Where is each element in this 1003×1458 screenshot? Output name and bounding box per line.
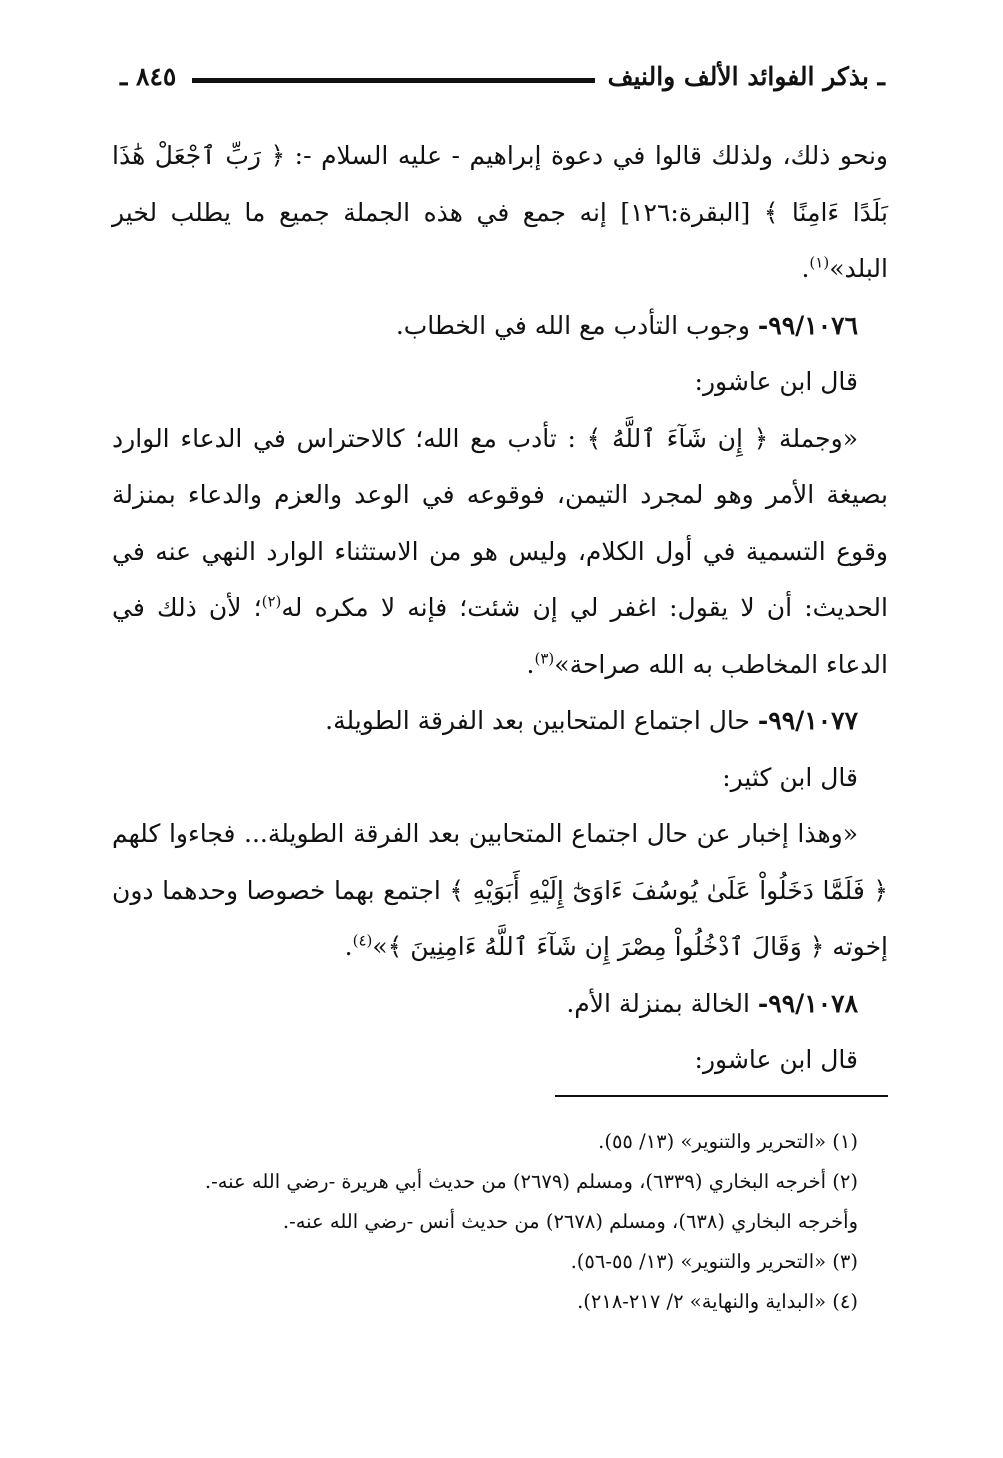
header-title: ـ بذكر الفوائد الألف والنيف (607, 62, 885, 91)
section-number: ٩٩/١٠٧٨- (757, 988, 858, 1018)
section-title: وجوب التأدب مع الله في الخطاب. (395, 310, 758, 340)
source-attribution: قال ابن عاشور: (694, 367, 858, 396)
quote-text: «وجملة ﴿ إِن شَآءَ ٱللَّهُ ﴾ : تأدب مع الله؛ كالاحتراس في الدعاء الوارد بصيغة الأمر وهو لمجرد التيمن، فوقوعه في الوعد والعزم والدعاء بمنزلة وقوع التسمية في أول الكلام، وليس هو من الاستثناء الوارد النهي عنه في الحديث: أن لا يقول: اغفر لي إن شئت؛ فإنه لا مكره له (112, 423, 888, 622)
footnote-ref: (١) (809, 253, 830, 272)
footnote-2: (٢) أخرجه البخاري (٦٣٣٩)، ومسلم (٢٦٧٩) من حديث أبي هريرة -رضي الله عنه-. (204, 1170, 858, 1193)
text-line: ونحو ذلك، ولذلك قالوا في دعوة إبراهيم - عليه السلام -: ﴿ رَبِّ ٱجْعَلْ هَٰذَا (112, 141, 888, 170)
footnote-3: (٣) «التحرير والتنوير» (١٣/ ٥٥-٥٦). (570, 1250, 858, 1273)
footnote-2-continued: وأخرجه البخاري (٦٣٨)، ومسلم (٢٦٧٨) من حديث أنس -رضي الله عنه-. (282, 1210, 858, 1233)
section-title: حال اجتماع المتحابين بعد الفرقة الطويلة. (325, 706, 758, 735)
quote-paragraph: «وهذا إخبار عن حال اجتماع المتحابين بعد الفرقة الطويلة... فجاءوا كلهم ﴿ فَلَمَّا دَخَلُواْ عَلَىٰ يُوسُفَ ءَاوَىٰٓ إِلَيْهِ أَبَوَيْهِ ﴾ اجتمع بهما خصوصا وحدهما دون إخوته ﴿ وَقَالَ ٱدْخُلُواْ مِصْرَ إِن شَآءَ ٱللَّهُ ءَامِنِينَ ﴾»$^{(٤)}$. (112, 819, 888, 961)
quote-text: «وهذا إخبار عن حال اجتماع المتحابين بعد الفرقة الطويلة... فجاءوا كلهم ﴿ فَلَمَّا دَخَلُواْ عَلَىٰ يُوسُفَ ءَاوَىٰٓ إِلَيْهِ أَبَوَيْهِ ﴾ اجتمع بهما خصوصا وحدهما دون إخوته ﴿ وَقَالَ ٱدْخُلُواْ مِصْرَ إِن شَآءَ ٱللَّهُ ءَامِنِينَ ﴾» (112, 819, 888, 961)
section-heading-1078 (112, 976, 888, 1033)
main-text (112, 128, 888, 1089)
footnote-ref: (٤) (352, 931, 373, 950)
source-attribution: قال ابن عاشور: (694, 1045, 858, 1074)
section-heading-1076 (112, 298, 888, 355)
section-title: الخالة بمنزلة الأم. (566, 988, 758, 1018)
section-heading-1077 (112, 693, 888, 750)
footnote-separator (555, 1095, 888, 1097)
page-number: ٨٤٥ ـ (120, 62, 177, 91)
quote-text: ؛ لأن ذلك في الدعاء المخاطب به الله صراحة» (112, 593, 888, 679)
header-rule (192, 78, 595, 83)
section-number: ٩٩/١٠٧٧- (757, 706, 858, 735)
footnote-ref: (٢) (261, 592, 282, 611)
footnote-ref: (٣) (534, 649, 555, 668)
footnote-1: (١) «التحرير والتنوير» (١٣/ ٥٥). (598, 1130, 858, 1153)
running-header (120, 62, 885, 98)
text-line: بَلَدًا ءَامِنًا ﴾ [البقرة:١٢٦] إنه جمع في هذه الجملة جميع ما يطلب لخير البلد» (112, 197, 889, 283)
section-number: ٩٩/١٠٧٦- (757, 310, 858, 340)
quote-paragraph: «وجملة ﴿ إِن شَآءَ ٱللَّهُ ﴾ : تأدب مع الله؛ كالاحتراس في الدعاء الوارد بصيغة الأمر وهو لمجرد التيمن، فوقوعه في الوعد والعزم والدعاء بمنزلة وقوع التسمية في أول الكلام، وليس هو من الاستثناء الوارد النهي عنه في الحديث: أن لا يقول: اغفر لي إن شئت؛ فإنه لا مكره له$^{(٢)}$؛ لأن ذلك في الدعاء المخاطب به الله صراحة»$^{(٣)}$. (112, 423, 888, 679)
footnote-4: (٤) «البداية والنهاية» ٢/ ٢١٧-٢١٨). (577, 1290, 858, 1313)
source-attribution: قال ابن كثير: (722, 762, 858, 792)
paragraph-intro: ونحو ذلك، ولذلك قالوا في دعوة إبراهيم - عليه السلام -: ﴿ رَبِّ ٱجْعَلْ هَٰذَا بَلَدًا ءَامِنًا ﴾ [البقرة:١٢٦] إنه جمع في هذه الجملة جميع ما يطلب لخير البلد»$^{(١)}$. (112, 141, 889, 283)
footnotes (112, 1122, 888, 1322)
